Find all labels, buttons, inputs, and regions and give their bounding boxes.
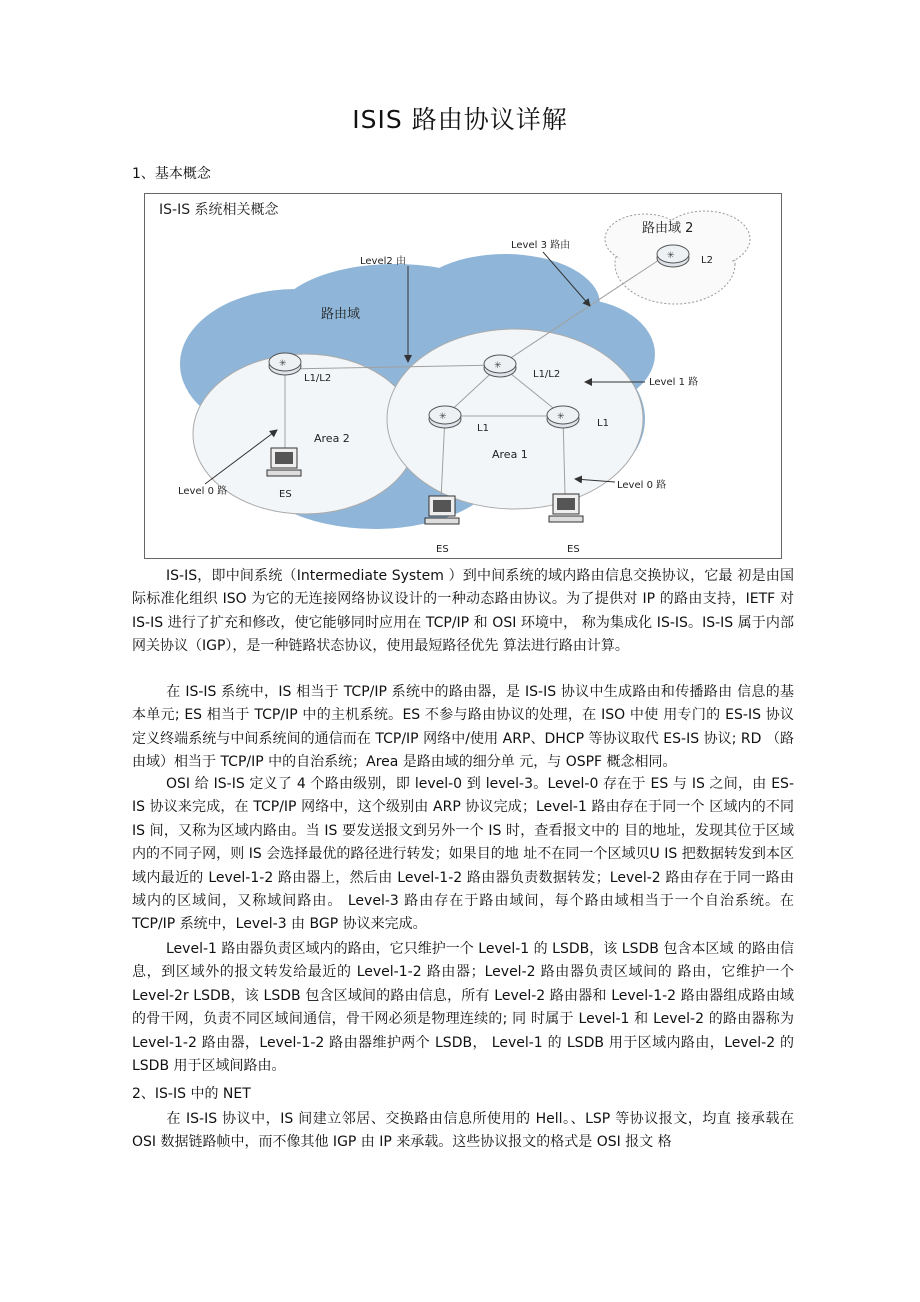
computer-icon bbox=[549, 494, 583, 522]
paragraph: Level-1 路由器负责区域内的路由，它只维护一个 Level-1 的 LSDB，该 LSDB 包含本区域 的路由信息，到区域外的报文转发给最近的 Level-1-2 路由器；Level-2 路由器负责区域间的 路由，它维护一个 Level-2r LSDB，该 LSDB 包含区域间的路由信息，所有 Level-2 路由器和 Level-1-2 路由器组成路由域的骨干网，负责不同区域间通信，骨干网必须是物理连续的; 同 时属于 Level-1 和 Level-2 的路由器称为 Level-1-2 路由器，Level-1-2 路由器维护两个 LSDB， Level-1 的 LSDB 用于区域内路由，Level-2 的 LSDB 用于区域间路由。 bbox=[132, 941, 794, 1075]
paragraph: 在 IS-IS 协议中，IS 间建立邻居、交换路由信息所使用的 Hell。、LSP 等协议报文，均直 接承载在 OSI 数据链路帧中，而不像其他 IGP 由 IP 来承载。这些协议报文的格式是 OSI 报文 格 bbox=[132, 1111, 794, 1151]
label-area1: Area 1 bbox=[492, 448, 528, 461]
svg-text:✳: ✳ bbox=[667, 251, 675, 261]
router-icon bbox=[269, 353, 301, 375]
isis-concept-figure bbox=[144, 193, 782, 559]
label-routing-domain-2: 路由域 2 bbox=[642, 221, 694, 236]
svg-text:✳: ✳ bbox=[494, 361, 502, 371]
label-level1: Level 1 路 bbox=[649, 377, 699, 388]
label-l1-b: L1 bbox=[597, 418, 609, 429]
svg-text:✳: ✳ bbox=[439, 412, 447, 422]
section-heading-net: 2、IS-IS 中的 NET bbox=[132, 1086, 251, 1102]
network-diagram bbox=[145, 194, 783, 560]
label-l2: L2 bbox=[701, 255, 713, 266]
computer-icon bbox=[425, 496, 459, 524]
label-l1l2-left: L1/L2 bbox=[304, 373, 332, 384]
label-area2: Area 2 bbox=[314, 432, 350, 445]
label-level0-right: Level 0 路 bbox=[617, 480, 667, 491]
figure-caption: IS-IS 系统相关概念 bbox=[159, 202, 279, 218]
paragraph: OSI 给 IS-IS 定义了 4 个路由级别，即 level-0 到 level-3。Level-0 存在于 ES 与 IS 之间，由 ES-IS 协议来完成，在 TCP/IP 网络中，这个级别由 ARP 协议完成；Level-1 路由存在于同一个 区域内的不同 IS 间，又称为区域内路由。当 IS 要发送报文到另外一个 IS 时，查看报文中的 目的地址，发现其位于区域内的不同子网，则 IS 会选择最优的路径进行转发；如果目的地 址不在同一个区域贝U IS 把数据转发到本区域内最近的 Level-1-2 路由器上，然后由 Level-1-2 路由器负责数据转发；Level-2 路由存在于同一路由域内的区域间，又称域间路由。 Level-3 路由存在于路由域间，每个路由域相当于一个自治系统。在 TCP/IP 系统中，Level-3 由 BGP 协议来完成。 bbox=[132, 776, 794, 933]
paragraph: 在 IS-IS 系统中，IS 相当于 TCP/IP 系统中的路由器，是 IS-IS 协议中生成路由和传播路由 信息的基本单元; ES 相当于 TCP/IP 中的主机系统。ES 不参与路由协议的处理，在 ISO 中使 用专门的 ES-IS 协议定义终端系统与中间系统间的通信而在 TCP/IP 网络中/使用 ARP、DHCP 等协议取代 ES-IS 协议; RD （路由域）相当于 TCP/IP 中的自治系统；Area 是路由域的细分单 元，与 OSPF 概念相同。 bbox=[132, 684, 794, 771]
label-es-left: ES bbox=[279, 489, 292, 500]
computer-icon bbox=[267, 448, 301, 476]
svg-text:✳: ✳ bbox=[279, 359, 287, 369]
label-level0-left: Level 0 路 bbox=[178, 486, 228, 497]
label-l1-a: L1 bbox=[477, 423, 489, 434]
router-icon bbox=[547, 406, 579, 428]
router-icon bbox=[429, 406, 461, 428]
label-level2: Level2 由 bbox=[360, 256, 406, 267]
label-es-right: ES bbox=[567, 544, 580, 555]
svg-text:✳: ✳ bbox=[557, 412, 565, 422]
label-l1l2-center: L1/L2 bbox=[533, 369, 561, 380]
section-heading-basic-concepts: 1、基本概念 bbox=[132, 166, 211, 182]
label-level3: Level 3 路由 bbox=[511, 240, 571, 251]
router-icon bbox=[484, 355, 516, 377]
router-icon bbox=[657, 245, 689, 267]
label-routing-domain: 路由域 bbox=[321, 307, 361, 322]
label-es-mid: ES bbox=[436, 544, 449, 555]
paragraph: IS-IS，即中间系统（Intermediate System ）到中间系统的域内路由信息交换协议，它最 初是由国际标准化组织 ISO 为它的无连接网络协议设计的一种动态路由协议。为了提供对 IP 的路由支持，IETF 对 IS-IS 进行了扩充和修改，使它能够同时应用在 TCP/IP 和 OSI 环境中， 称为集成化 IS-IS。IS-IS 属于内部网关协议（IGP），是一种链路状态协议，使用最短路径优先 算法进行路由计算。 bbox=[132, 568, 794, 655]
page-title: ISIS 路由协议详解 bbox=[352, 105, 568, 134]
